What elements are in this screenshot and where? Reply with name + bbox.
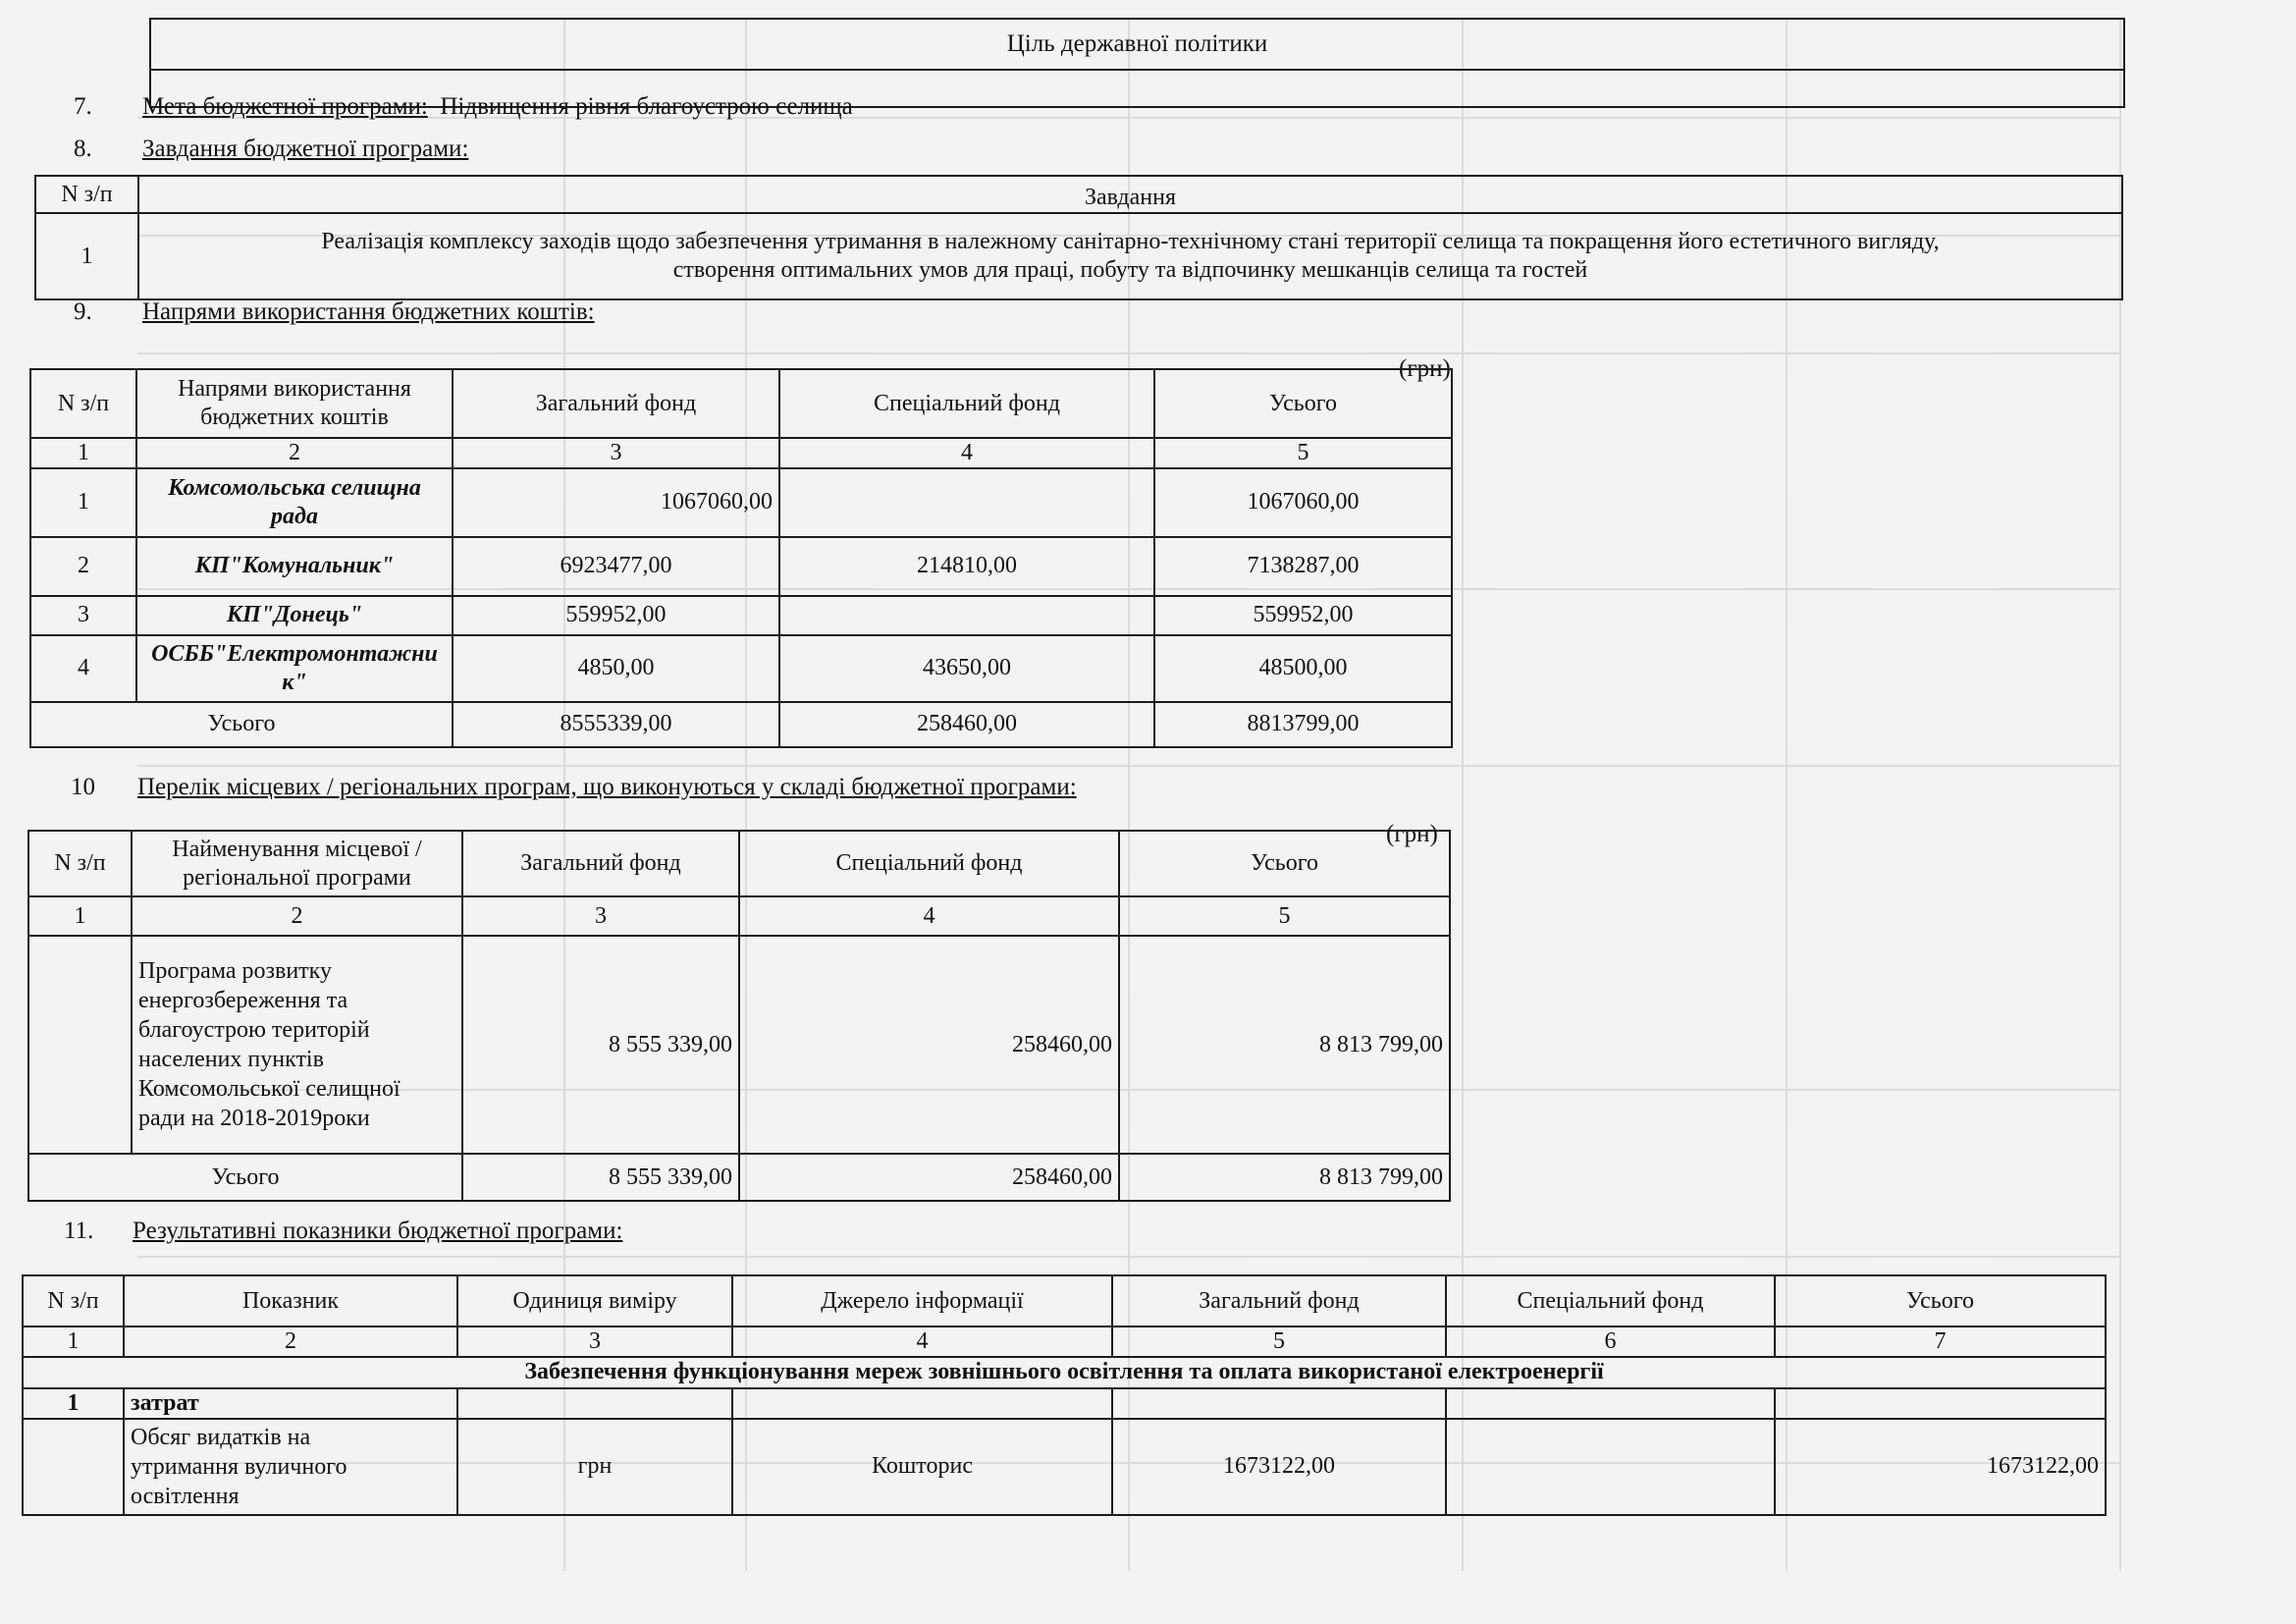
col-number: 4 [779, 438, 1154, 468]
row-number [28, 936, 132, 1154]
directions-header-general: Загальний фонд [453, 369, 779, 438]
col-number: 3 [453, 438, 779, 468]
category-name: затрат [124, 1388, 457, 1419]
direction-name: КП"Комунальник" [136, 537, 453, 596]
tasks-header-task: Завдання [138, 176, 2122, 213]
directions-header-total: Усього [1154, 369, 1452, 438]
program-name-line: Програма розвитку [138, 958, 332, 984]
total-value: 48500,00 [1154, 635, 1452, 702]
grand-total: 8813799,00 [1154, 702, 1452, 747]
general-fund-total: 8555339,00 [453, 702, 779, 747]
program-name-line: благоустрою територій [138, 1017, 370, 1043]
col-number: 1 [23, 1326, 124, 1357]
row-number: 3 [30, 596, 136, 635]
col-number: 3 [462, 896, 739, 936]
indicator-group-title: Забезпечення функціонування мереж зовнішнього освітлення та оплата використаної електроенергії [23, 1357, 2106, 1388]
tasks-table [34, 175, 2123, 300]
indicators-header-unit: Одиниця виміру [457, 1275, 732, 1326]
col-number: 3 [457, 1326, 732, 1357]
special-fund-total: 258460,00 [779, 702, 1154, 747]
grand-total: 8 813 799,00 [1119, 1154, 1450, 1201]
total-label: Усього [30, 702, 453, 747]
general-fund-value: 1067060,00 [453, 468, 779, 537]
total-value: 1673122,00 [1775, 1419, 2106, 1515]
section-10-number: 10 [71, 774, 95, 800]
total-value: 559952,00 [1154, 596, 1452, 635]
table-row [30, 635, 1452, 702]
task-text-line-1: Реалізація комплексу заходів щодо забезпечення утримання в належному санітарно-технічному стані території селища та покращення його естетичного вигляду, [321, 229, 1940, 255]
tasks-header-number: N з/п [35, 176, 138, 213]
programs-header-number: N з/п [28, 831, 132, 896]
direction-name: Комсомольська селищна рада [136, 468, 453, 537]
policy-goal-title: Ціль державної політики [150, 19, 2124, 70]
special-fund-total: 258460,00 [739, 1154, 1119, 1201]
table-row [30, 537, 1452, 596]
indicators-header-name: Показник [124, 1275, 457, 1326]
programs-header-name: Найменування місцевої / регіональної програми [132, 831, 462, 896]
section-11-number: 11. [64, 1218, 94, 1244]
table-row-total [30, 702, 1452, 747]
general-fund-value: 1673122,00 [1112, 1419, 1446, 1515]
directions-header-special: Спеціальний фонд [779, 369, 1154, 438]
col-number: 5 [1119, 896, 1450, 936]
programs-header-special: Спеціальний фонд [739, 831, 1119, 896]
indicator-name-line: Обсяг видатків на [131, 1424, 311, 1450]
col-number: 2 [136, 438, 453, 468]
row-number: 1 [30, 468, 136, 537]
task-text-line-2: створення оптимальних умов для праці, побуту та відпочинку мешканців селища та гостей [672, 257, 1588, 283]
section-7-value: Підвищення рівня благоустрою селища [440, 93, 853, 120]
section-7-number: 7. [74, 93, 92, 120]
col-number: 5 [1112, 1326, 1446, 1357]
row-number: 4 [30, 635, 136, 702]
indicator-name-line: утримання вуличного [131, 1453, 347, 1480]
section-10-label: Перелік місцевих / регіональних програм, що виконуються у складі бюджетної програми: [137, 774, 1077, 800]
section-8-label: Завдання бюджетної програми: [142, 135, 469, 162]
directions-header-name: Напрями використання бюджетних коштів [136, 369, 453, 438]
table-row [30, 468, 1452, 537]
program-name-line: енергозбереження та [138, 988, 348, 1013]
section-9-unit: (грн) [1399, 355, 1451, 382]
indicators-header-general: Загальний фонд [1112, 1275, 1446, 1326]
table-row [23, 1419, 2106, 1515]
indicators-header-special: Спеціальний фонд [1446, 1275, 1775, 1326]
table-row [30, 596, 1452, 635]
col-number: 2 [124, 1326, 457, 1357]
general-fund-value: 6923477,00 [453, 537, 779, 596]
total-value: 8 813 799,00 [1119, 936, 1450, 1154]
budget-directions-table [29, 368, 1453, 748]
general-fund-total: 8 555 339,00 [462, 1154, 739, 1201]
general-fund-value: 559952,00 [453, 596, 779, 635]
performance-indicators-table [22, 1274, 2107, 1516]
program-name-line: населених пунктів [138, 1047, 324, 1072]
special-fund-value: 214810,00 [779, 537, 1154, 596]
special-fund-value [779, 468, 1154, 537]
table-row-category [23, 1388, 2106, 1419]
section-7-label: Мета бюджетної програми: [142, 93, 428, 120]
programs-header-general: Загальний фонд [462, 831, 739, 896]
general-fund-value: 4850,00 [453, 635, 779, 702]
section-9-label: Напрями використання бюджетних коштів: [142, 298, 595, 325]
table-row [28, 936, 1450, 1154]
direction-name: КП"Донець" [136, 596, 453, 635]
section-11-label: Результативні показники бюджетної програми: [133, 1218, 623, 1244]
section-10-unit: (грн) [1386, 821, 1438, 847]
general-fund-value: 8 555 339,00 [462, 936, 739, 1154]
col-number: 7 [1775, 1326, 2106, 1357]
indicators-header-source: Джерело інформації [732, 1275, 1112, 1326]
indicator-source: Кошторис [732, 1419, 1112, 1515]
total-value: 1067060,00 [1154, 468, 1452, 537]
programs-header-total: Усього [1119, 831, 1450, 896]
col-number: 6 [1446, 1326, 1775, 1357]
special-fund-value: 43650,00 [779, 635, 1154, 702]
indicators-header-number: N з/п [23, 1275, 124, 1326]
col-number: 4 [739, 896, 1119, 936]
col-number: 1 [30, 438, 136, 468]
task-number: 1 [35, 213, 138, 299]
indicator-name-line: освітлення [131, 1483, 240, 1509]
col-number: 5 [1154, 438, 1452, 468]
special-fund-value [1446, 1419, 1775, 1515]
special-fund-value [779, 596, 1154, 635]
local-programs-table [27, 830, 1451, 1202]
indicators-header-total: Усього [1775, 1275, 2106, 1326]
category-number: 1 [23, 1388, 124, 1419]
table-row-total [28, 1154, 1450, 1201]
total-value: 7138287,00 [1154, 537, 1452, 596]
total-label: Усього [28, 1154, 462, 1201]
section-9-number: 9. [74, 298, 92, 325]
col-number: 4 [732, 1326, 1112, 1357]
indicator-unit: грн [457, 1419, 732, 1515]
directions-header-number: N з/п [30, 369, 136, 438]
col-number: 2 [132, 896, 462, 936]
direction-name: ОСББ"Електромонтажник" [136, 635, 453, 702]
program-name-line: ради на 2018-2019роки [138, 1106, 370, 1131]
special-fund-value: 258460,00 [739, 936, 1119, 1154]
table-row [35, 213, 2122, 299]
program-name-line: Комсомольської селищної [138, 1076, 400, 1102]
row-number: 2 [30, 537, 136, 596]
col-number: 1 [28, 896, 132, 936]
section-8-number: 8. [74, 135, 92, 162]
